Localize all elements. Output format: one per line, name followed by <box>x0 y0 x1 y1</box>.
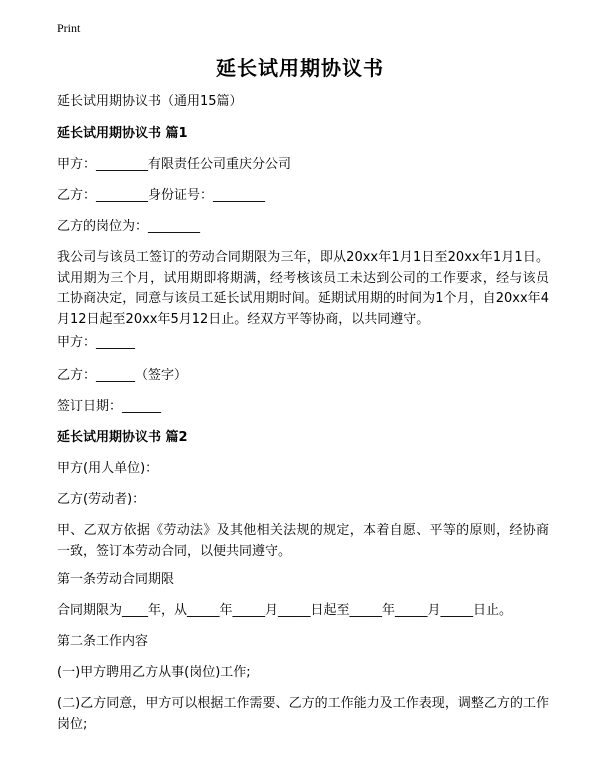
section1-position: 乙方的岗位为：________ <box>57 219 201 234</box>
section2-body: 甲、乙双方依据《劳动法》及其他相关法规的规定，本着自愿、平等的原则，经协商一致，签订本劳动合同，以便共同遵守。 <box>57 523 549 559</box>
print-link[interactable]: Print <box>57 21 81 35</box>
section1-heading: 延长试用期协议书 篇1 <box>57 126 188 141</box>
article1-body: 合同期限为____年，从_____年_____月_____日起至_____年_____月_____日止。 <box>57 603 513 618</box>
section1-party-a: 甲方：________有限责任公司重庆分公司 <box>57 157 292 172</box>
article1-title: 第一条劳动合同期限 <box>57 572 175 587</box>
document-subtitle: 延长试用期协议书（通用15篇） <box>57 94 243 109</box>
article2-item-2: (二)乙方同意，甲方可以根据工作需要、乙方的工作能力及工作表现，调整乙方的工作岗位; <box>57 696 549 732</box>
section2-party-a: 甲方(用人单位)： <box>57 461 159 476</box>
section2-heading: 延长试用期协议书 篇2 <box>57 430 188 445</box>
section1-sign-a: 甲方：______ <box>57 335 136 350</box>
section1-sign-date: 签订日期：______ <box>57 399 162 414</box>
article2-title: 第二条工作内容 <box>57 634 149 649</box>
section1-body: 我公司与该员工签订的劳动合同期限为三年，即从20xx年1月1日至20xx年1月1日。试用期为三个月，试用期即将期满，经考核该员工未达到公司的工作要求，经与该员工协商决定，同意与该员工延长试用期时间。延期试用期的时间为1个月，自20xx年4月12日起至20xx年5月12日止。经双方平等协商，以共同遵守。 <box>57 250 549 327</box>
section2-party-b: 乙方(劳动者)： <box>57 492 146 507</box>
section1-sign-b: 乙方：______（签字） <box>57 368 188 383</box>
section1-party-b: 乙方：________身份证号：________ <box>57 188 266 203</box>
document-title: 延长试用期协议书 <box>216 56 384 80</box>
article2-item-1: (一)甲方聘用乙方从事(岗位)工作; <box>57 665 251 680</box>
